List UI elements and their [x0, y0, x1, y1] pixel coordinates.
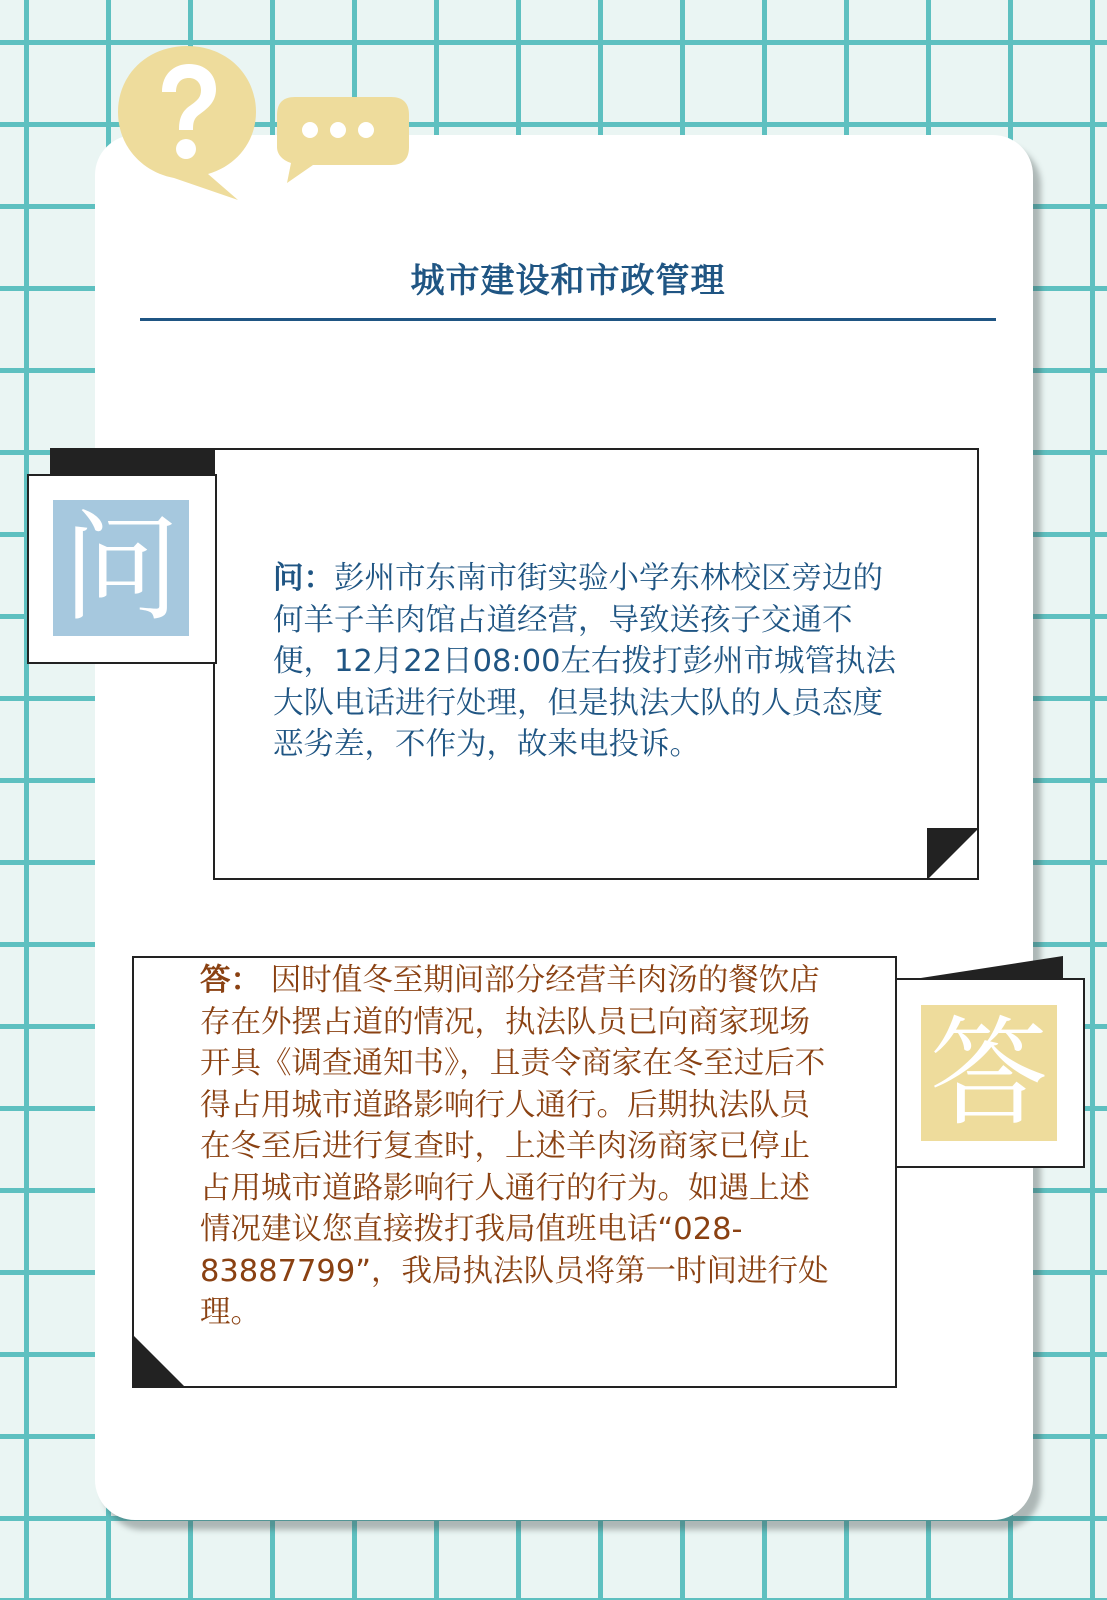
question-badge: 问	[53, 500, 189, 636]
page-title: 城市建设和市政管理	[410, 261, 726, 301]
answer-label: 答：	[200, 963, 261, 998]
question-mark-speech-bubble-icon	[112, 40, 262, 210]
question-frame-corner-fold	[927, 828, 981, 882]
answer-badge: 答	[921, 1005, 1057, 1141]
question-body: 彭州市东南市街实验小学东林校区旁边的何羊子羊肉馆占道经营，导致送孩子交通不便，12月22日08:00左右拨打彭州市城管执法大队电话进行处理，但是执法大队的人员态度恶劣差，不作为，故来电投诉。	[273, 561, 897, 762]
question-label: 问：	[273, 561, 334, 596]
ellipsis-speech-bubble-icon	[273, 93, 413, 188]
answer-frame-corner-fold	[132, 1334, 186, 1388]
question-text	[273, 558, 903, 766]
title-divider	[140, 318, 996, 321]
answer-body: 因时值冬至期间部分经营羊肉汤的餐饮店存在外摆占道的情况，执法队员已向商家现场开具《调查通知书》，且责令商家在冬至过后不得占用城市道路影响行人通行。后期执法队员在冬至后进行复查时，上述羊肉汤商家已停止占用城市道路影响行人通行的行为。如遇上述情况建议您直接拨打我局值班电话“028-83887799”，我局执法队员将第一时间进行处理。	[200, 963, 829, 1330]
answer-text	[200, 960, 840, 1334]
